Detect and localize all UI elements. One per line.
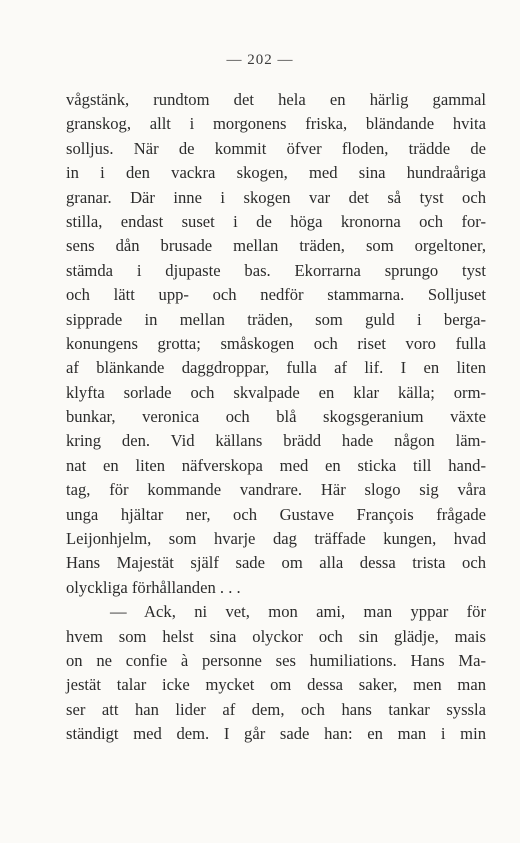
text-line: Leijonhjelm, som hvarje dag träffade kungen, hvad (66, 529, 486, 549)
text-line: af blänkande daggdroppar, fulla af lif. I en liten (66, 358, 486, 378)
text-line: granar. Där inne i skogen var det så tyst och (66, 187, 486, 207)
text-line: ser att han lider af dem, och hans tankar syssla (66, 699, 486, 719)
text-line: in i den vackra skogen, med sina hundraåriga (66, 163, 486, 183)
text-line: och lätt upp- och nedför stammarna. Solljuset (66, 285, 486, 305)
text-line: olyckliga förhållanden . . . (66, 577, 241, 597)
text-line: stämda i djupaste bas. Ekorrarna sprungo tyst (66, 260, 486, 280)
text-line: tag, för kommande vandrare. Här slogo sig våra (66, 480, 486, 500)
text-line: jestät talar icke mycket om dessa saker, men man (66, 675, 486, 695)
text-line: hvem som helst sina olyckor och sin glädje, mais (66, 626, 486, 646)
text-line: konungens grotta; småskogen och riset voro fulla (66, 333, 486, 353)
body-text (66, 88, 486, 747)
text-line: ständigt med dem. I går sade han: en man i min (66, 724, 486, 744)
text-line: on ne confie à personne ses humiliations. Hans Ma- (66, 650, 486, 670)
text-line: sipprade in mellan träden, som guld i berga- (66, 309, 486, 329)
text-line: bunkar, veronica och blå skogsgeranium växte (66, 407, 486, 427)
text-line: sens dån brusade mellan träden, som orgeltoner, (66, 236, 486, 256)
text-line: klyfta sorlade och skvalpade en klar källa; orm- (66, 382, 486, 402)
text-line: granskog, allt i morgonens friska, bländande hvita (66, 114, 486, 134)
text-line: Hans Majestät själf sade om alla dessa trista och (66, 553, 486, 573)
text-line: stilla, endast suset i de höga kronorna och for- (66, 211, 486, 231)
text-line: kring den. Vid källans brädd hade någon läm- (66, 431, 486, 451)
text-line: vågstänk, rundtom det hela en härlig gammal (66, 90, 486, 109)
text-line: solljus. När de kommit öfver floden, trädde de (66, 138, 486, 158)
text-line: nat en liten näfverskopa med en sticka till hand- (66, 455, 486, 475)
page-number: — 202 — (226, 52, 294, 68)
text-line: unga hjältar ner, och Gustave François frågade (66, 504, 486, 524)
text-line: — Ack, ni vet, mon ami, man yppar för (110, 602, 486, 622)
